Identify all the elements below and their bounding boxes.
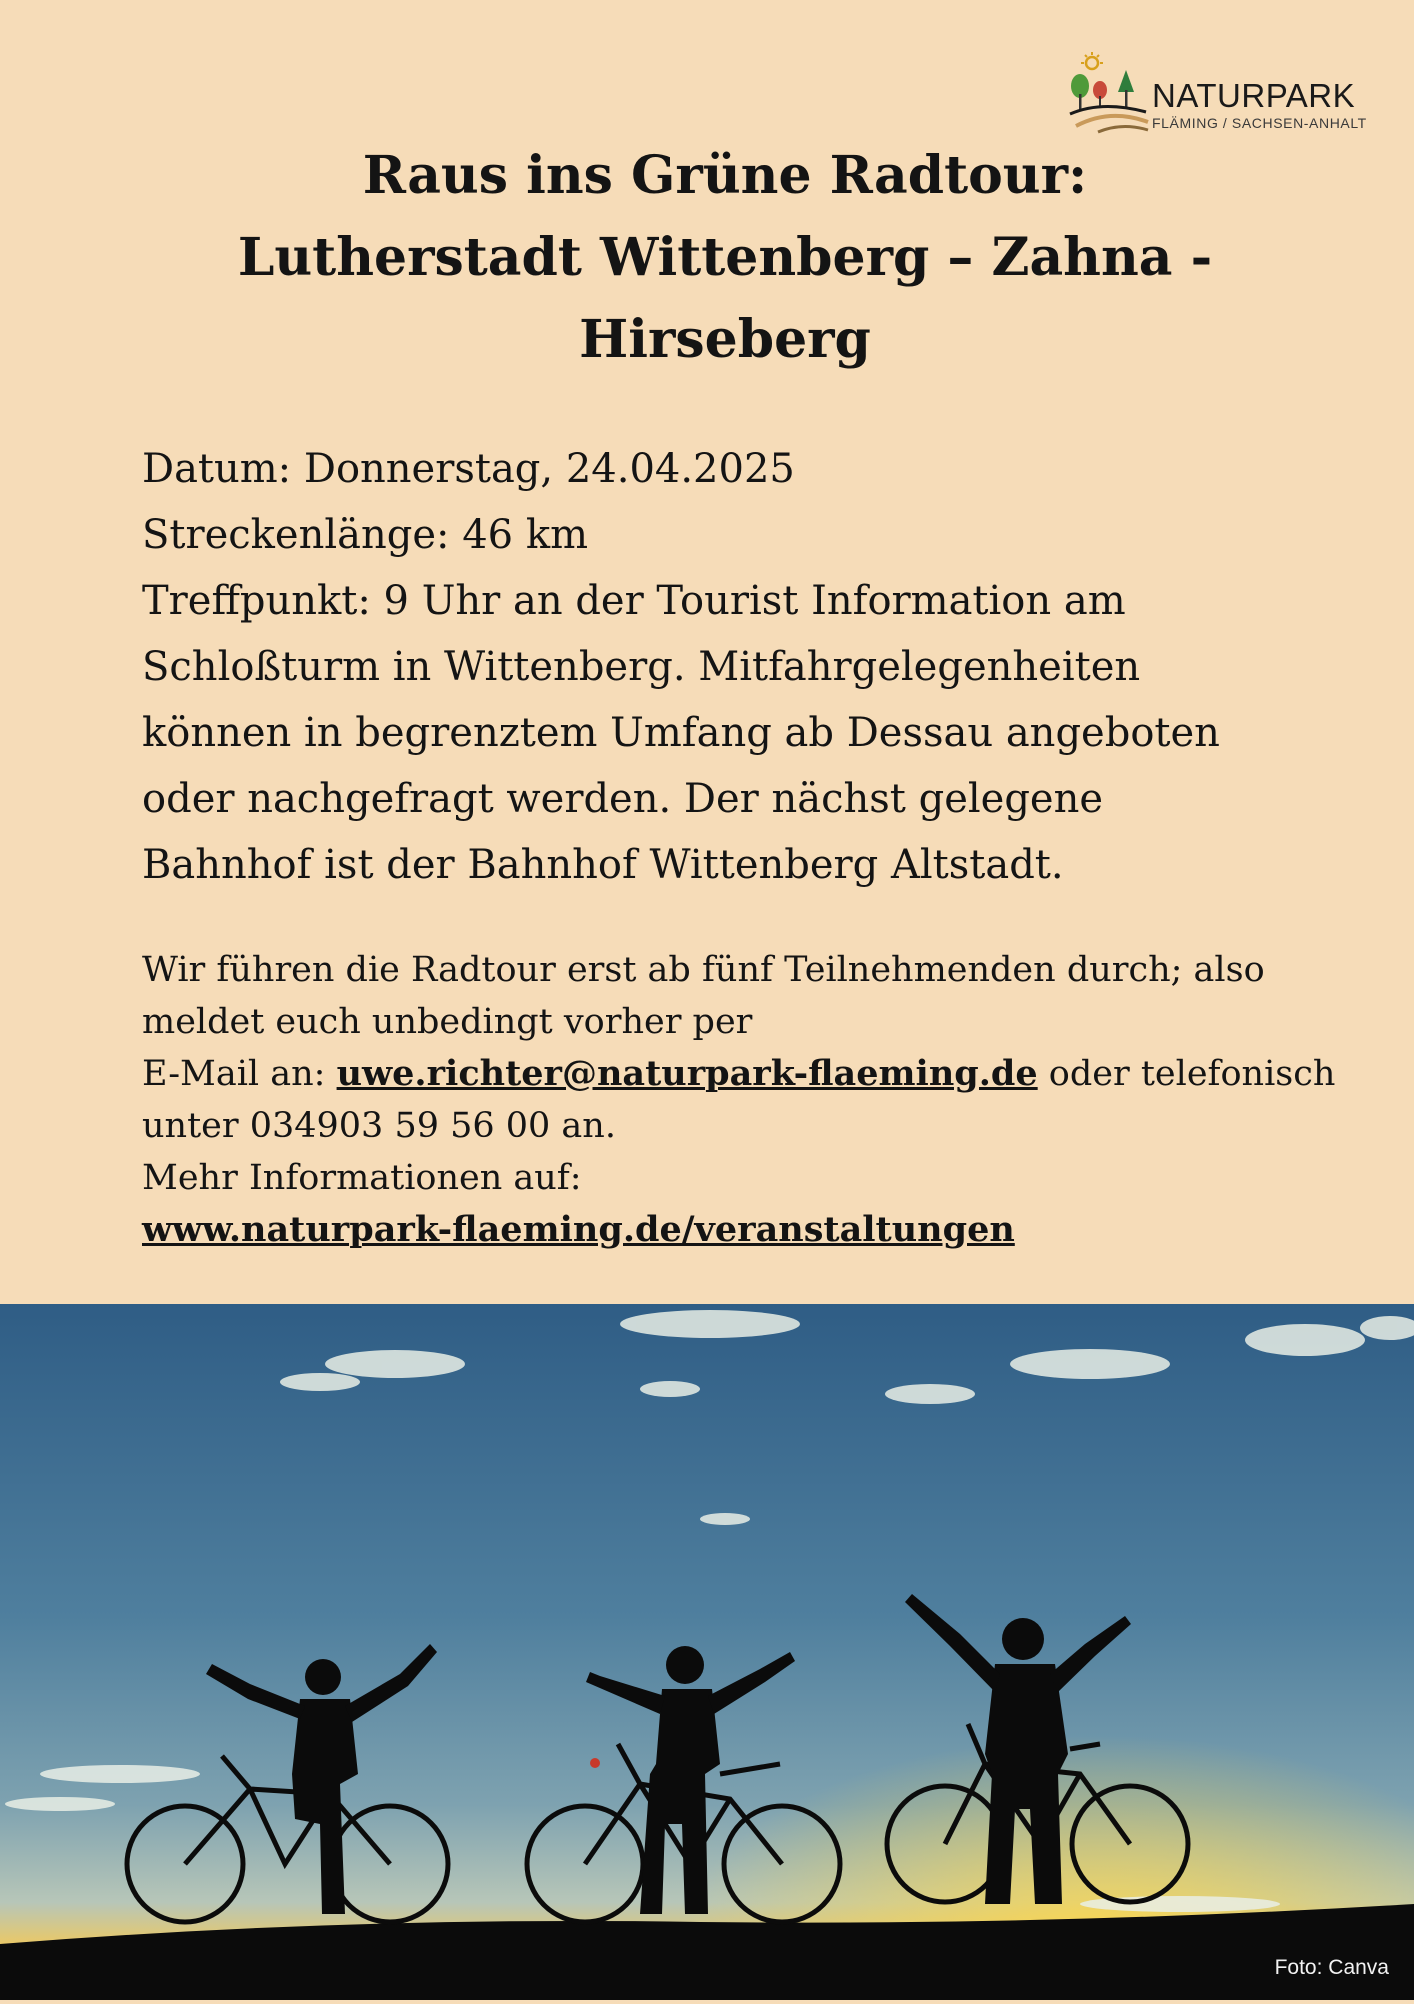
phone-line: unter 034903 59 56 00 an. [142, 1106, 616, 1146]
email-link[interactable]: uwe.richter@naturpark-flaeming.de [336, 1053, 1038, 1094]
photo-credit: Foto: Canva [1274, 1956, 1389, 1979]
title-line-3: Hirseberg [579, 309, 871, 370]
title-line-2: Lutherstadt Wittenberg – Zahna - [237, 227, 1213, 288]
registration-note [142, 944, 1342, 1256]
cyclists-silhouette-image [0, 1304, 1414, 2000]
more-info-label: Mehr Informationen auf: [142, 1158, 582, 1198]
naturpark-emblem-icon [1068, 52, 1150, 138]
note-line-2: meldet euch unbedingt vorher per [142, 1002, 753, 1042]
meeting-point-line-4: oder nachgefragt werden. Der nächst gelegene [142, 776, 1104, 822]
logo-subtitle: FLÄMING / SACHSEN-ANHALT [1152, 115, 1367, 131]
note-line-1: Wir führen die Radtour erst ab fünf Teilnehmenden durch; also [142, 950, 1265, 990]
event-date: Datum: Donnerstag, 24.04.2025 [142, 446, 795, 492]
events-url-link[interactable]: www.naturpark-flaeming.de/veranstaltungen [142, 1209, 1015, 1250]
event-title [170, 135, 1280, 381]
email-suffix: oder telefonisch [1037, 1054, 1336, 1094]
cyclists-photo [0, 1304, 1414, 2000]
email-prefix: E-Mail an: [142, 1054, 337, 1094]
meeting-point-line-1: Treffpunkt: 9 Uhr an der Tourist Information am [142, 578, 1126, 624]
meeting-point-line-5: Bahnhof ist der Bahnhof Wittenberg Altstadt. [142, 842, 1064, 888]
title-line-1: Raus ins Grüne Radtour: [362, 145, 1088, 206]
event-distance: Streckenlänge: 46 km [142, 512, 588, 558]
naturpark-logo [1068, 52, 1388, 138]
meeting-point-line-2: Schloßturm in Wittenberg. Mitfahrgelegenheiten [142, 644, 1141, 690]
event-details [142, 436, 1342, 898]
logo-name: NATURPARK [1152, 77, 1356, 114]
email-line [142, 1048, 1342, 1100]
meeting-point-line-3: können in begrenztem Umfang ab Dessau angeboten [142, 710, 1220, 756]
